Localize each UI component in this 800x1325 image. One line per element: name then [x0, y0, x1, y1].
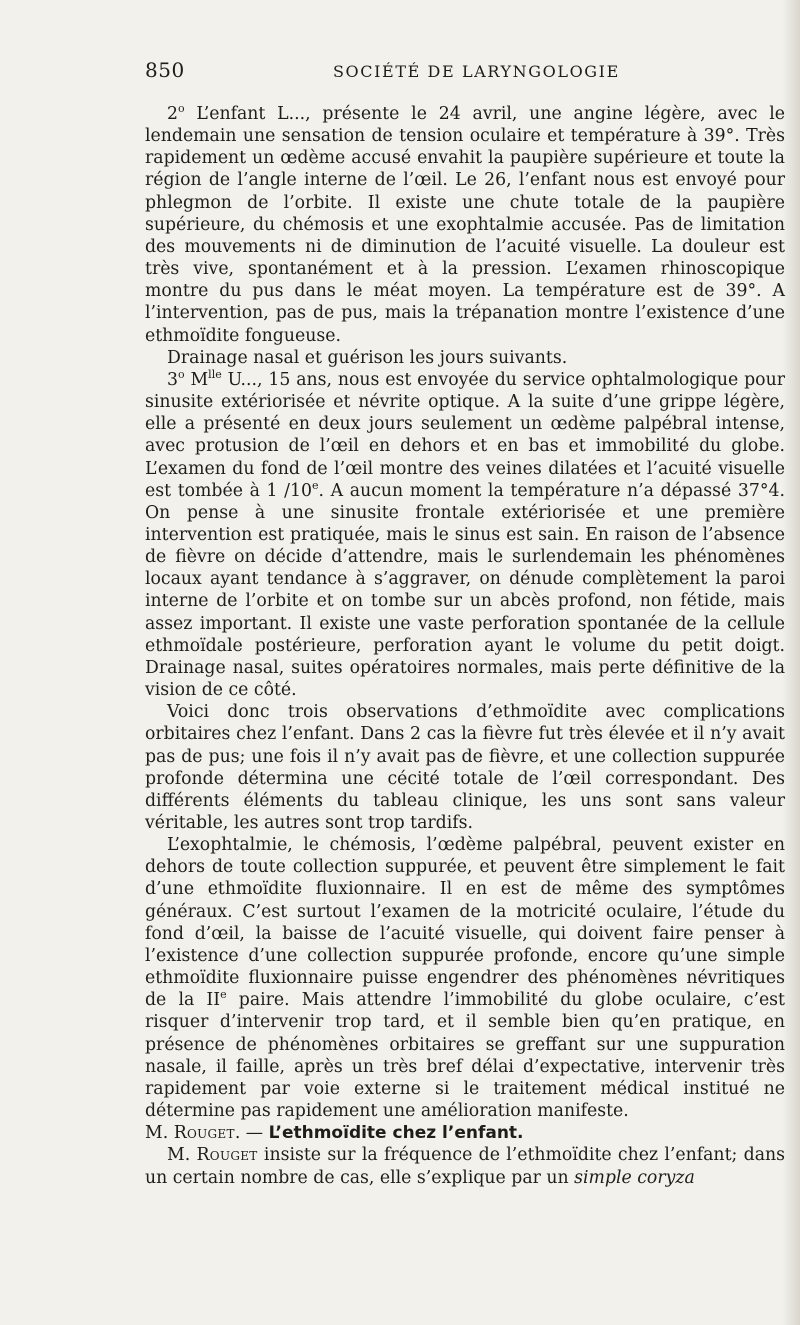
final-paragraph	[145, 1144, 785, 1188]
section-title: L’ethmoïdite chez l’enfant.	[268, 1123, 524, 1144]
summary-paragraph: Voici donc trois observations d’ethmoïdite avec complications orbitaires chez l’enfant. Dans 2 cas la fièvre fut très élevée et il n’y avait pas de pus; une fois il n’y avait pas de fièvre, et une collection suppurée profonde détermina une cécité totale de l’œil correspondant. Des différents éléments du tableau clinique, les uns sont sans valeur véritable, les autres sont trop tardifs.	[145, 702, 785, 833]
case-3-text: U..., 15 ans, nous est envoyée du service ophtalmologique pour sinusite extériorisée et névrite optique. A la suite d’une grippe légère, elle a présenté en deux jours seulement un œdème palpébral intense, avec protusion de l’œil en dehors et en bas et immobilité du globe. L’examen du fond de l’œil montre des veines dilatées et l’acuité visuelle est tombée à 1 /10	[145, 369, 785, 501]
section-prefix: M.	[145, 1123, 174, 1144]
discussion-part-1: L’exophtalmie, le chémosis, l’œdème palpébral, peuvent exister en dehors de toute collection suppurée, et peuvent être simplement le fait d’une ethmoïdite fluxionnaire. Il en est de même des symptômes généraux. C’est surtout l’examen de la motricité oculaire, l’étude du fond d’œil, la baisse de l’acuité visuelle, qui doivent faire penser à l’existence d’une collection suppurée profonde, encore qu’une simple ethmoïdite fluxionnaire puisse engendrer des phénomènes névritiques de la II	[145, 835, 785, 1011]
page-body	[145, 103, 785, 1189]
case-3-title-prefix: M	[184, 369, 209, 390]
case-3-acuity-sup: e	[312, 478, 319, 492]
discussion-sup: e	[220, 988, 227, 1002]
case-3-degree: o	[178, 368, 185, 382]
final-author: Rouget	[196, 1145, 258, 1166]
case-3-title-sup: lle	[208, 368, 222, 382]
running-head: SOCIÉTÉ DE LARYNGOLOGIE	[333, 62, 620, 81]
discussion-paragraph	[145, 834, 785, 1122]
page-number: 850	[145, 58, 185, 82]
case-2-text: L’enfant L..., présente le 24 avril, une angine légère, avec le lendemain une sensation de tension oculaire et température à 39°. Très rapidement un œdème accusé envahit la paupière supérieure et toute la région de l’angle interne de l’œil. Le 26, l’enfant nous est envoyé pour phlegmon de l’orbite. Il existe une chute totale de la paupière supérieure, du chémosis et une exophtalmie accusée. Pas de limitation des mouvements ni de diminution de l’acuité visuelle. La douleur est très vive, spontanément et à la pression. L’examen rhinoscopique montre du pus dans le méat moyen. La température est de 39°. A l’intervention, pas de pus, mais la trépanation montre l’existence d’une ethmoïdite fongueuse.	[145, 104, 785, 346]
case-2-drainage: Drainage nasal et guérison les jours suivants.	[167, 347, 568, 368]
case-3-paragraph	[145, 369, 785, 701]
final-text: insiste sur la fréquence de l’ethmoïdite chez l’enfant; dans un certain nombre de cas, elle s’explique par un	[145, 1145, 785, 1188]
case-3-text-2: . A aucun moment la température n’a dépassé 37°4. On pense à une sinusite frontale extériorisée et une première intervention est pratiquée, mais le sinus est sain. En raison de l’absence de fièvre on décide d’attendre, mais le surlendemain les phénomènes locaux ayant tendance à s’aggraver, on dénude complètement la paroi interne de l’orbite et on tombe sur un abcès profond, non fétide, mais assez important. Il existe une vaste perforation spontanée de la cellule ethmoïdale postérieure, perforation ayant le volume du petit doigt. Drainage nasal, suites opératoires normales, mais perte définitive de la vision de ce côté.	[145, 480, 785, 701]
page-header	[145, 58, 785, 92]
section-separator: . —	[234, 1123, 269, 1144]
case-2-paragraph	[145, 103, 785, 347]
case-2-degree: o	[178, 102, 185, 116]
discussion-part-2: paire. Mais attendre l’immobilité du globe oculaire, c’est risquer d’intervenir trop tard, et il semble bien qu’en pratique, en présence de phénomènes orbitaires se greffant sur une suppuration nasale, il faille, après un très bref délai d’expectative, intervenir très rapidement par voie externe si le traitement médical institué ne détermine pas rapidement une amélioration manifeste.	[145, 990, 785, 1122]
section-author: Rouget	[173, 1123, 235, 1144]
final-emphasis: simple coryza	[574, 1167, 695, 1188]
case-2-number: 2	[167, 104, 178, 124]
section-heading	[145, 1122, 785, 1144]
case-3-number: 3	[167, 369, 178, 390]
final-prefix: M.	[167, 1145, 197, 1166]
